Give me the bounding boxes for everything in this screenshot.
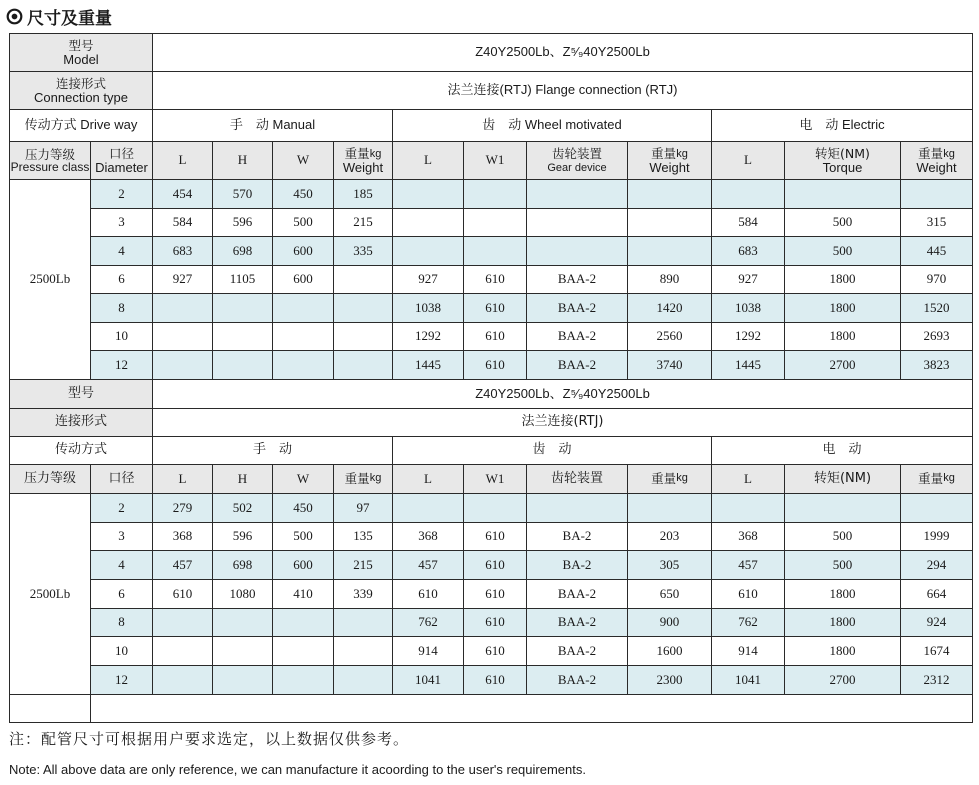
- table-cell: 368: [712, 523, 785, 551]
- table-cell: [273, 637, 334, 666]
- table-cell: [628, 494, 712, 523]
- table-cell: 610: [712, 580, 785, 609]
- table-cell: [527, 494, 628, 523]
- t2-diameter-header: 口径: [91, 465, 153, 494]
- table-cell: 294: [901, 551, 973, 580]
- table-cell: 1292: [712, 323, 785, 351]
- table-cell: 1445: [393, 351, 464, 380]
- table-row: [10, 666, 973, 695]
- table-cell: 762: [393, 609, 464, 637]
- table-cell: 315: [901, 209, 973, 237]
- table-cell: [393, 209, 464, 237]
- table-cell: [273, 323, 334, 351]
- t1-model-label: 型号 Model: [10, 34, 153, 72]
- t1-model-row: [10, 34, 973, 72]
- table-cell: [273, 351, 334, 380]
- table-cell: [153, 323, 213, 351]
- table-cell: [712, 180, 785, 209]
- table-cell: [464, 180, 527, 209]
- table-cell: 450: [273, 494, 334, 523]
- t1-gear-header: 齿轮装置 Gear device: [527, 142, 628, 180]
- table-cell: [153, 666, 213, 695]
- table-cell: 1292: [393, 323, 464, 351]
- table-cell: 457: [393, 551, 464, 580]
- table-cell: 410: [273, 580, 334, 609]
- table-cell: [393, 237, 464, 266]
- table-cell: 215: [334, 209, 393, 237]
- table-cell: 970: [901, 266, 973, 294]
- table-cell: 1041: [712, 666, 785, 695]
- table-cell: 900: [628, 609, 712, 637]
- table-cell: BAA-2: [527, 609, 628, 637]
- table-cell: 368: [153, 523, 213, 551]
- t2-torque-header: 转矩(NM): [785, 465, 901, 494]
- table-cell: [527, 209, 628, 237]
- table-cell: BAA-2: [527, 351, 628, 380]
- table-cell: 1674: [901, 637, 973, 666]
- table-cell: [273, 609, 334, 637]
- table-cell: BA-2: [527, 523, 628, 551]
- diameter-cell: 4: [91, 237, 153, 266]
- table-2-body: [10, 380, 973, 695]
- table-cell: BAA-2: [527, 323, 628, 351]
- diameter-cell: 12: [91, 666, 153, 695]
- table-cell: 2560: [628, 323, 712, 351]
- t1-drive-row: [10, 110, 973, 142]
- target-circle-icon: [6, 8, 23, 25]
- table-cell: [153, 637, 213, 666]
- table-cell: 1800: [785, 637, 901, 666]
- t2-model-value: Z40Y2500Lb、Z⁵⁄₉40Y2500Lb: [153, 380, 973, 409]
- table-cell: 1800: [785, 580, 901, 609]
- diameter-cell: 10: [91, 323, 153, 351]
- empty-cell: [91, 695, 973, 723]
- table-cell: 650: [628, 580, 712, 609]
- table-cell: [628, 237, 712, 266]
- table-cell: 1445: [712, 351, 785, 380]
- t2-model-label: 型号: [10, 380, 153, 409]
- table-cell: 610: [393, 580, 464, 609]
- t1-torque-header: 转矩(NM) Torque: [785, 142, 901, 180]
- pressure-class-cell: 2500Lb: [10, 180, 91, 380]
- table-cell: BAA-2: [527, 580, 628, 609]
- table-cell: [527, 237, 628, 266]
- table-cell: 2693: [901, 323, 973, 351]
- section-title-text: 尺寸及重量: [27, 8, 112, 29]
- table-row: [10, 637, 973, 666]
- table-cell: 596: [213, 209, 273, 237]
- table-cell: 2300: [628, 666, 712, 695]
- table-cell: 454: [153, 180, 213, 209]
- diameter-cell: 6: [91, 580, 153, 609]
- diameter-cell: 8: [91, 609, 153, 637]
- table-cell: [153, 351, 213, 380]
- table-cell: 500: [273, 209, 334, 237]
- t2-conn-label: 连接形式: [10, 409, 153, 437]
- table-cell: 610: [153, 580, 213, 609]
- table-cell: 305: [628, 551, 712, 580]
- diameter-cell: 6: [91, 266, 153, 294]
- t2-gear-header: 齿轮装置: [527, 465, 628, 494]
- table-cell: 1105: [213, 266, 273, 294]
- t2-electric-weight-header: 重量$^{kg}$: [901, 465, 973, 494]
- t1-conn-value: 法兰连接(RTJ) Flange connection (RTJ): [153, 72, 973, 110]
- table-cell: 457: [712, 551, 785, 580]
- table-cell: [901, 494, 973, 523]
- table-cell: [334, 351, 393, 380]
- table-row: [10, 180, 973, 209]
- table-1-body: [10, 34, 973, 380]
- t2-electric-group: 电 动: [712, 437, 973, 465]
- table-cell: 1041: [393, 666, 464, 695]
- t1-manual-group: 手 动 Manual: [153, 110, 393, 142]
- table-cell: 335: [334, 237, 393, 266]
- table-cell: 664: [901, 580, 973, 609]
- t1-wheel-W1-header: W1: [464, 142, 527, 180]
- table-cell: 914: [393, 637, 464, 666]
- table-cell: 1800: [785, 294, 901, 323]
- t1-electric-group: 电 动 Electric: [712, 110, 973, 142]
- table-cell: 927: [712, 266, 785, 294]
- table-cell: BAA-2: [527, 637, 628, 666]
- table-cell: [393, 494, 464, 523]
- t2-conn-value: 法兰连接(RTJ): [153, 409, 973, 437]
- pressure-class-cell: 2500Lb: [10, 494, 91, 695]
- table-cell: [213, 609, 273, 637]
- table-cell: BA-2: [527, 551, 628, 580]
- table-cell: [334, 637, 393, 666]
- table-cell: 610: [464, 351, 527, 380]
- table-cell: 610: [464, 666, 527, 695]
- note-english: Note: All above data are only reference, we can manufacture it acoording to the user's requirements.: [9, 762, 586, 777]
- table-cell: [628, 209, 712, 237]
- table-cell: [785, 494, 901, 523]
- table-cell: [334, 266, 393, 294]
- table-cell: 890: [628, 266, 712, 294]
- table-cell: [334, 294, 393, 323]
- t2-manual-W-header: W: [273, 465, 334, 494]
- table-cell: 1800: [785, 609, 901, 637]
- table-cell: [153, 294, 213, 323]
- table-row: [10, 494, 973, 523]
- t1-wheel-L-header: L: [393, 142, 464, 180]
- diameter-cell: 3: [91, 209, 153, 237]
- table-cell: 584: [153, 209, 213, 237]
- table-cell: 500: [785, 551, 901, 580]
- table-cell: 610: [464, 294, 527, 323]
- table-cell: 339: [334, 580, 393, 609]
- table-cell: 610: [464, 266, 527, 294]
- table-cell: 610: [464, 523, 527, 551]
- t1-electric-L-header: L: [712, 142, 785, 180]
- t1-wheel-weight-header: 重量$^{kg}$ Weight: [628, 142, 712, 180]
- t1-manual-H-header: H: [213, 142, 273, 180]
- table-cell: BAA-2: [527, 266, 628, 294]
- table-cell: 762: [712, 609, 785, 637]
- table-row: [10, 294, 973, 323]
- table-row: [10, 609, 973, 637]
- table-cell: 1999: [901, 523, 973, 551]
- table-cell: 610: [464, 323, 527, 351]
- table-cell: 368: [393, 523, 464, 551]
- table-cell: 1600: [628, 637, 712, 666]
- table-cell: 185: [334, 180, 393, 209]
- table-cell: [712, 494, 785, 523]
- table-cell: [213, 294, 273, 323]
- table-cell: BAA-2: [527, 294, 628, 323]
- table-cell: 927: [153, 266, 213, 294]
- t2-model-row: [10, 380, 973, 409]
- table-footer-body: [10, 695, 973, 723]
- t2-manual-H-header: H: [213, 465, 273, 494]
- diameter-cell: 3: [91, 523, 153, 551]
- t1-electric-weight-header: 重量$^{kg}$ Weight: [901, 142, 973, 180]
- t2-column-header-row: [10, 465, 973, 494]
- t1-drive-label: 传动方式 Drive way: [10, 110, 153, 142]
- table-cell: 600: [273, 551, 334, 580]
- table-cell: [334, 609, 393, 637]
- table-cell: 203: [628, 523, 712, 551]
- diameter-cell: 10: [91, 637, 153, 666]
- table-cell: [213, 666, 273, 695]
- table-cell: 135: [334, 523, 393, 551]
- table-row: [10, 237, 973, 266]
- diameter-cell: 8: [91, 294, 153, 323]
- table-cell: 610: [464, 637, 527, 666]
- table-cell: 500: [785, 523, 901, 551]
- table-cell: 610: [464, 609, 527, 637]
- t2-wheel-weight-header: 重量$^{kg}$: [628, 465, 712, 494]
- t1-manual-weight-header: 重量$^{kg}$ Weight: [334, 142, 393, 180]
- table-cell: 2700: [785, 351, 901, 380]
- table-row: [10, 580, 973, 609]
- table-cell: 500: [273, 523, 334, 551]
- table-cell: 500: [785, 209, 901, 237]
- t2-manual-weight-header: 重量$^{kg}$: [334, 465, 393, 494]
- table-cell: 2700: [785, 666, 901, 695]
- t1-wheel-group: 齿 动 Wheel motivated: [393, 110, 712, 142]
- table-cell: [628, 180, 712, 209]
- table-cell: [527, 180, 628, 209]
- t2-drive-row: [10, 437, 973, 465]
- table-cell: 215: [334, 551, 393, 580]
- table-cell: 914: [712, 637, 785, 666]
- table-cell: 683: [153, 237, 213, 266]
- t2-manual-L-header: L: [153, 465, 213, 494]
- table-cell: 1420: [628, 294, 712, 323]
- table-cell: 570: [213, 180, 273, 209]
- table-cell: 610: [464, 551, 527, 580]
- table-row: [10, 523, 973, 551]
- t2-conn-row: [10, 409, 973, 437]
- diameter-cell: 2: [91, 494, 153, 523]
- table-cell: 1080: [213, 580, 273, 609]
- spec-table: [9, 33, 973, 723]
- t1-manual-L-header: L: [153, 142, 213, 180]
- table-row: [10, 209, 973, 237]
- empty-cell: [10, 695, 91, 723]
- table-cell: 1520: [901, 294, 973, 323]
- table-cell: [334, 323, 393, 351]
- table-cell: 927: [393, 266, 464, 294]
- table-cell: 600: [273, 237, 334, 266]
- table-cell: 924: [901, 609, 973, 637]
- table-cell: [464, 237, 527, 266]
- t1-model-value: Z40Y2500Lb、Z⁵⁄₉40Y2500Lb: [153, 34, 973, 72]
- table-cell: 698: [213, 237, 273, 266]
- diameter-cell: 4: [91, 551, 153, 580]
- table-cell: 683: [712, 237, 785, 266]
- table-cell: 1800: [785, 266, 901, 294]
- table-cell: [464, 209, 527, 237]
- table-cell: 596: [213, 523, 273, 551]
- table-cell: [273, 666, 334, 695]
- table-cell: 457: [153, 551, 213, 580]
- table-cell: 1038: [712, 294, 785, 323]
- table-cell: [393, 180, 464, 209]
- diameter-cell: 2: [91, 180, 153, 209]
- t2-wheel-group: 齿 动: [393, 437, 712, 465]
- table-cell: 600: [273, 266, 334, 294]
- table-cell: 3823: [901, 351, 973, 380]
- section-title: [6, 4, 112, 28]
- empty-row: [10, 695, 973, 723]
- t1-diameter-header: 口径 Diameter: [91, 142, 153, 180]
- table-cell: 500: [785, 237, 901, 266]
- table-cell: 2312: [901, 666, 973, 695]
- t2-wheel-W1-header: W1: [464, 465, 527, 494]
- t1-column-header-row: [10, 142, 973, 180]
- t2-electric-L-header: L: [712, 465, 785, 494]
- table-cell: BAA-2: [527, 666, 628, 695]
- table-cell: 698: [213, 551, 273, 580]
- t2-manual-group: 手 动: [153, 437, 393, 465]
- table-row: [10, 351, 973, 380]
- t1-pressure-header: 压力等级 Pressure class: [10, 142, 91, 180]
- table-cell: [785, 180, 901, 209]
- table-cell: [153, 609, 213, 637]
- table-cell: [464, 494, 527, 523]
- t2-wheel-L-header: L: [393, 465, 464, 494]
- table-cell: 1800: [785, 323, 901, 351]
- table-cell: 445: [901, 237, 973, 266]
- table-cell: [213, 323, 273, 351]
- table-row: [10, 323, 973, 351]
- table-cell: [273, 294, 334, 323]
- table-cell: 3740: [628, 351, 712, 380]
- t2-pressure-header: 压力等级: [10, 465, 91, 494]
- t1-conn-label: 连接形式 Connection type: [10, 72, 153, 110]
- table-cell: 610: [464, 580, 527, 609]
- table-cell: 450: [273, 180, 334, 209]
- table-cell: 584: [712, 209, 785, 237]
- table-row: [10, 266, 973, 294]
- t2-drive-label: 传动方式: [10, 437, 153, 465]
- diameter-cell: 12: [91, 351, 153, 380]
- note-chinese: 注：配管尺寸可根据用户要求选定，以上数据仅供参考。: [9, 730, 410, 748]
- table-cell: 97: [334, 494, 393, 523]
- table-cell: 502: [213, 494, 273, 523]
- table-cell: [334, 666, 393, 695]
- table-cell: 279: [153, 494, 213, 523]
- table-cell: [901, 180, 973, 209]
- table-cell: [213, 351, 273, 380]
- table-cell: 1038: [393, 294, 464, 323]
- t1-manual-W-header: W: [273, 142, 334, 180]
- t1-conn-row: [10, 72, 973, 110]
- table-cell: [213, 637, 273, 666]
- table-row: [10, 551, 973, 580]
